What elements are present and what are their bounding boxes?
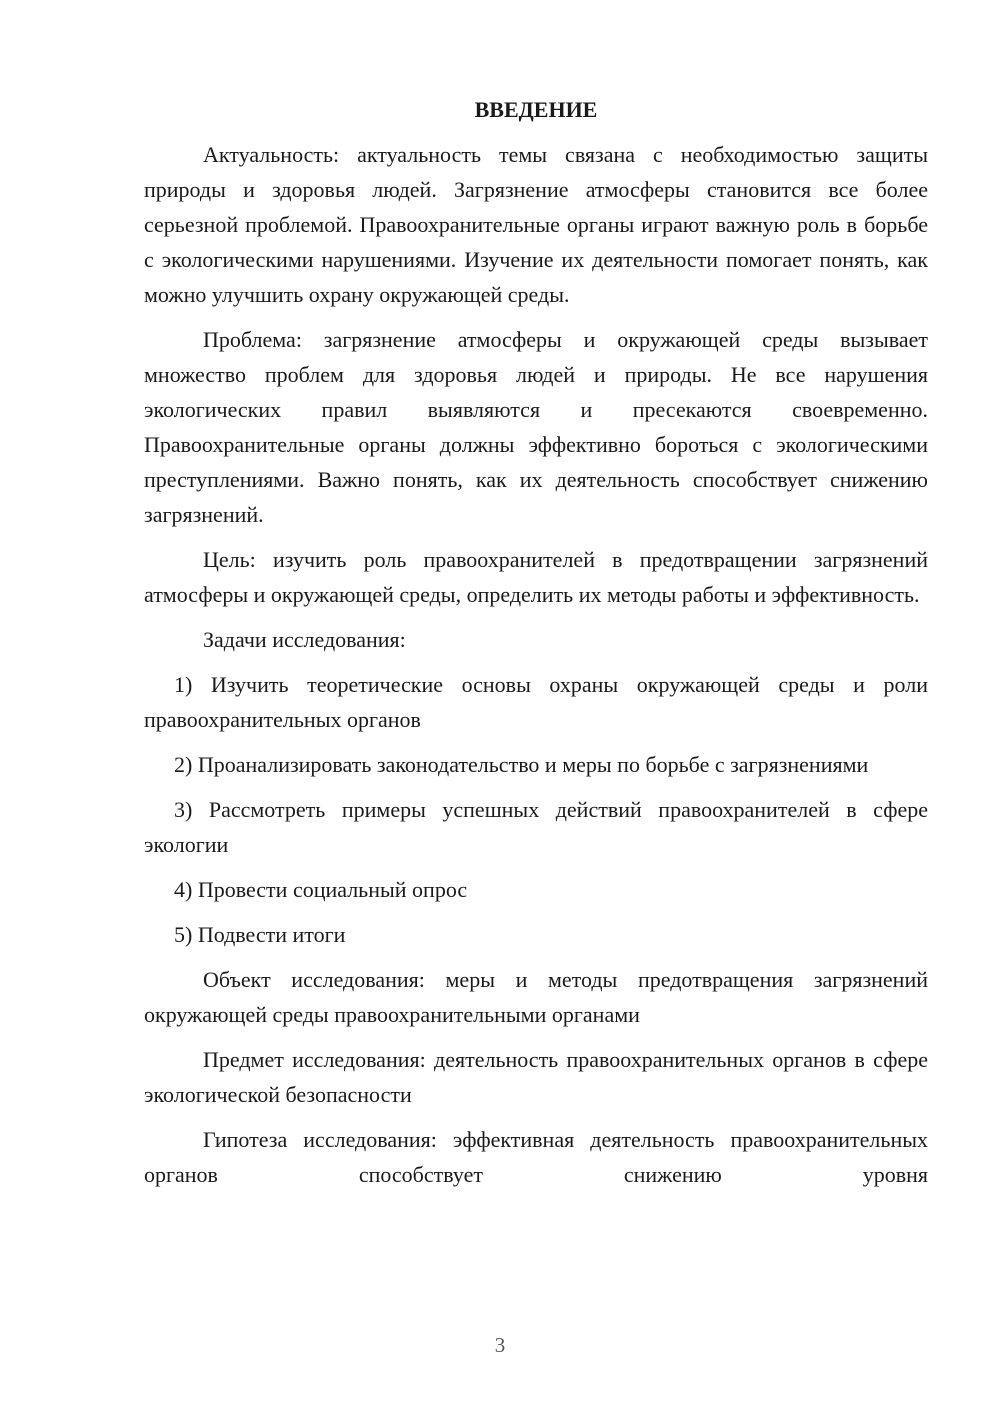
tasks-heading: Задачи исследования: [203, 627, 406, 652]
paragraph-goal: Цель: изучить роль правоохранителей в предотвращении загрязнений атмосферы и окружающей среды, определить их методы работы и эффективность. [144, 547, 928, 607]
task-item-2: 2) Проанализировать законодательство и меры по борьбе с загрязнениями [174, 752, 869, 777]
page-content [144, 92, 928, 1192]
paragraph-problem: Проблема: загрязнение атмосферы и окружающей среды вызывает множество проблем для здоровья людей и природы. Не все нарушения экологических правил выявляются и пресекаются своевременно. Правоохранительные органы должны эффективно бороться с экологическими преступлениями. Важно понять, как их деятельность способствует снижению загрязнений. [144, 327, 928, 527]
task-item-4: 4) Провести социальный опрос [174, 877, 468, 902]
page-title: ВВЕДЕНИЕ [474, 97, 598, 122]
task-item-5: 5) Подвести итоги [174, 922, 346, 947]
paragraph-relevance: Актуальность: актуальность темы связана с необходимостью защиты природы и здоровья людей. Загрязнение атмосферы становится все более серьезной проблемой. Правоохранительные органы играют важную роль в борьбе с экологическими нарушениями. Изучение их деятельности помогает понять, как можно улучшить охрану окружающей среды. [144, 142, 928, 307]
paragraph-object: Объект исследования: меры и методы предотвращения загрязнений окружающей среды правоохранительными органами [144, 967, 928, 1027]
paragraph-hypothesis: Гипотеза исследования: эффективная деятельность правоохранительных органов способствует снижению уровня [144, 1127, 928, 1187]
task-item-1: 1) Изучить теоретические основы охраны окружающей среды и роли правоохранительных органов [144, 672, 928, 732]
page-number: 3 [494, 1333, 506, 1357]
task-item-3: 3) Рассмотреть примеры успешных действий правоохранителей в сфере экологии [144, 797, 928, 857]
paragraph-subject: Предмет исследования: деятельность правоохранительных органов в сфере экологической безопасности [144, 1047, 928, 1107]
